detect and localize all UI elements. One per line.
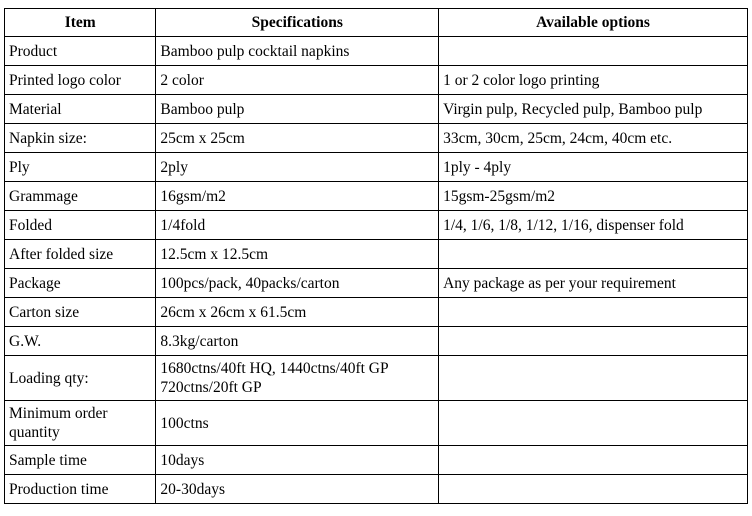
cell-spec: 100pcs/pack, 40packs/carton bbox=[156, 269, 439, 298]
cell-item: Material bbox=[5, 95, 156, 124]
cell-options bbox=[439, 298, 748, 327]
cell-item: Minimum order quantity bbox=[5, 401, 156, 446]
cell-spec: 1/4fold bbox=[156, 211, 439, 240]
cell-options: Virgin pulp, Recycled pulp, Bamboo pulp bbox=[439, 95, 748, 124]
table-row bbox=[5, 327, 748, 356]
table-row bbox=[5, 66, 748, 95]
cell-item: Grammage bbox=[5, 182, 156, 211]
table-row bbox=[5, 240, 748, 269]
cell-item: After folded size bbox=[5, 240, 156, 269]
cell-options: 1/4, 1/6, 1/8, 1/12, 1/16, dispenser fold bbox=[439, 211, 748, 240]
table-row bbox=[5, 153, 748, 182]
cell-options: 15gsm-25gsm/m2 bbox=[439, 182, 748, 211]
cell-spec: 26cm x 26cm x 61.5cm bbox=[156, 298, 439, 327]
cell-options bbox=[439, 356, 748, 401]
cell-spec: 100ctns bbox=[156, 401, 439, 446]
table-row bbox=[5, 37, 748, 66]
cell-options bbox=[439, 240, 748, 269]
table-row bbox=[5, 475, 748, 504]
cell-item: Product bbox=[5, 37, 156, 66]
cell-item: Package bbox=[5, 269, 156, 298]
table-row bbox=[5, 211, 748, 240]
header-item: Item bbox=[5, 9, 156, 37]
cell-item: Printed logo color bbox=[5, 66, 156, 95]
cell-spec: 25cm x 25cm bbox=[156, 124, 439, 153]
header-specifications: Specifications bbox=[156, 9, 439, 37]
cell-spec: 1680ctns/40ft HQ, 1440ctns/40ft GP 720ctns/20ft GP bbox=[156, 356, 439, 401]
cell-options bbox=[439, 37, 748, 66]
table-row bbox=[5, 401, 748, 446]
cell-options bbox=[439, 446, 748, 475]
cell-options bbox=[439, 401, 748, 446]
table-row bbox=[5, 124, 748, 153]
cell-options bbox=[439, 475, 748, 504]
cell-item: Carton size bbox=[5, 298, 156, 327]
cell-spec: 8.3kg/carton bbox=[156, 327, 439, 356]
table-row bbox=[5, 95, 748, 124]
cell-spec: 16gsm/m2 bbox=[156, 182, 439, 211]
cell-spec: Bamboo pulp bbox=[156, 95, 439, 124]
cell-item: Sample time bbox=[5, 446, 156, 475]
cell-spec: 20-30days bbox=[156, 475, 439, 504]
cell-item: Production time bbox=[5, 475, 156, 504]
table-row bbox=[5, 182, 748, 211]
cell-spec: 12.5cm x 12.5cm bbox=[156, 240, 439, 269]
header-available-options: Available options bbox=[439, 9, 748, 37]
table-row bbox=[5, 356, 748, 401]
cell-item: Napkin size: bbox=[5, 124, 156, 153]
cell-spec: 10days bbox=[156, 446, 439, 475]
cell-options: Any package as per your requirement bbox=[439, 269, 748, 298]
cell-item: G.W. bbox=[5, 327, 156, 356]
cell-options bbox=[439, 327, 748, 356]
table-row bbox=[5, 446, 748, 475]
cell-spec: 2ply bbox=[156, 153, 439, 182]
table-row bbox=[5, 298, 748, 327]
cell-item: Loading qty: bbox=[5, 356, 156, 401]
specifications-table bbox=[4, 8, 748, 504]
cell-options: 1ply - 4ply bbox=[439, 153, 748, 182]
cell-spec: 2 color bbox=[156, 66, 439, 95]
table-row bbox=[5, 269, 748, 298]
cell-options: 1 or 2 color logo printing bbox=[439, 66, 748, 95]
header-row bbox=[5, 9, 748, 37]
cell-item: Ply bbox=[5, 153, 156, 182]
cell-options: 33cm, 30cm, 25cm, 24cm, 40cm etc. bbox=[439, 124, 748, 153]
cell-item: Folded bbox=[5, 211, 156, 240]
cell-spec: Bamboo pulp cocktail napkins bbox=[156, 37, 439, 66]
